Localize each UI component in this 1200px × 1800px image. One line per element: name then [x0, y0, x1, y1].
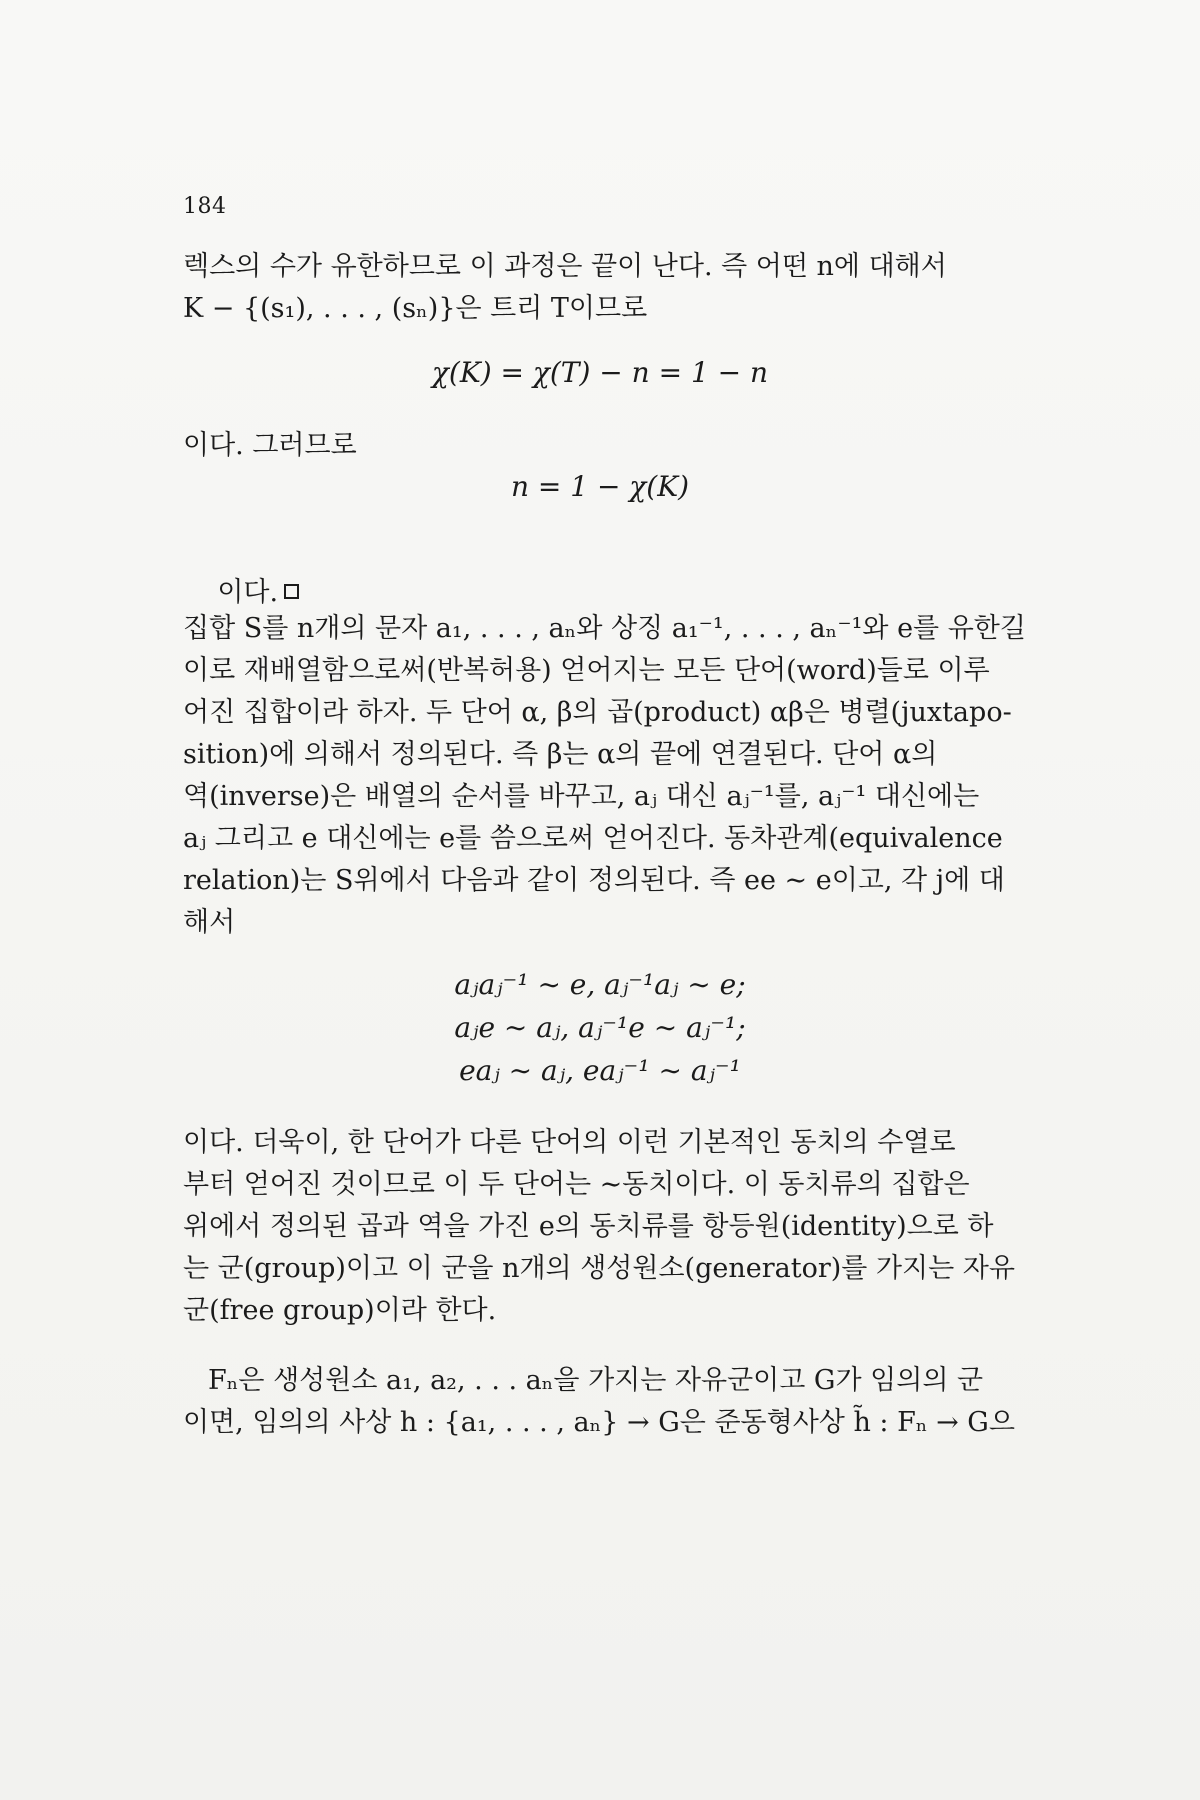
paragraph-line: 역(inverse)은 배열의 순서를 바꾸고, aⱼ 대신 aⱼ⁻¹를, aⱼ⁻¹ 대신에는: [183, 781, 980, 812]
paragraph-line: 어진 집합이라 하자. 두 단어 α, β의 곱(product) αβ은 병렬(juxtapo-: [183, 697, 1012, 728]
paragraph-line: 이다. 그러므로: [183, 430, 357, 461]
page-number: 184: [183, 194, 227, 219]
paragraph-line: K − {(s₁), . . . , (sₙ)}은 트리 T이므로: [183, 293, 648, 324]
paragraph-line: 해서: [183, 907, 236, 938]
paragraph-line: 군(free group)이라 한다.: [183, 1295, 497, 1326]
equation-row: aⱼaⱼ⁻¹ ∼ e, aⱼ⁻¹aⱼ ∼ e;: [454, 968, 746, 1001]
equation-row: aⱼe ∼ aⱼ, aⱼ⁻¹e ∼ aⱼ⁻¹;: [454, 1011, 746, 1044]
paragraph-line: 렉스의 수가 유한하므로 이 과정은 끝이 난다. 즉 어떤 n에 대해서: [183, 251, 947, 282]
paragraph-line: 는 군(group)이고 이 군을 n개의 생성원소(generator)를 가지는 자유: [183, 1253, 1015, 1284]
equation-row: eaⱼ ∼ aⱼ, eaⱼ⁻¹ ∼ aⱼ⁻¹: [459, 1054, 741, 1087]
paragraph-line: 집합 S를 n개의 문자 a₁, . . . , aₙ와 상징 a₁⁻¹, . . . , aₙ⁻¹와 e를 유한길: [183, 613, 1026, 644]
equation-n: n = 1 − χ(K): [510, 470, 690, 503]
paragraph-line: 이다. 더욱이, 한 단어가 다른 단어의 이런 기본적인 동치의 수열로: [183, 1127, 956, 1158]
equation-chi-k: χ(K) = χ(T) − n = 1 − n: [431, 356, 769, 389]
paragraph-line: 이로 재배열함으로써(반복허용) 얻어지는 모든 단어(word)들로 이루: [183, 655, 990, 686]
paragraph-line: 이면, 임의의 사상 h : {a₁, . . . , aₙ} → G은 준동형사상 h̃ : Fₙ → G으: [183, 1407, 1015, 1438]
paragraph-line: Fₙ은 생성원소 a₁, a₂, . . . aₙ을 가지는 자유군이고 G가 임의의 군: [208, 1365, 984, 1396]
paragraph-line: relation)는 S위에서 다음과 같이 정의된다. 즉 ee ∼ e이고, 각 j에 대: [183, 865, 1005, 896]
paragraph-line: sition)에 의해서 정의된다. 즉 β는 α의 끝에 연결된다. 단어 α의: [183, 739, 938, 770]
paragraph-line-text: 이다.: [217, 577, 279, 608]
paragraph-line: aⱼ 그리고 e 대신에는 e를 씀으로써 얻어진다. 동차관계(equivalence: [183, 823, 1003, 854]
qed-square-icon: [284, 584, 299, 599]
paragraph-line: 위에서 정의된 곱과 역을 가진 e의 동치류를 항등원(identity)으로 하: [183, 1211, 994, 1242]
paragraph-line: 부터 얻어진 것이므로 이 두 단어는 ∼동치이다. 이 동치류의 집합은: [183, 1169, 970, 1200]
